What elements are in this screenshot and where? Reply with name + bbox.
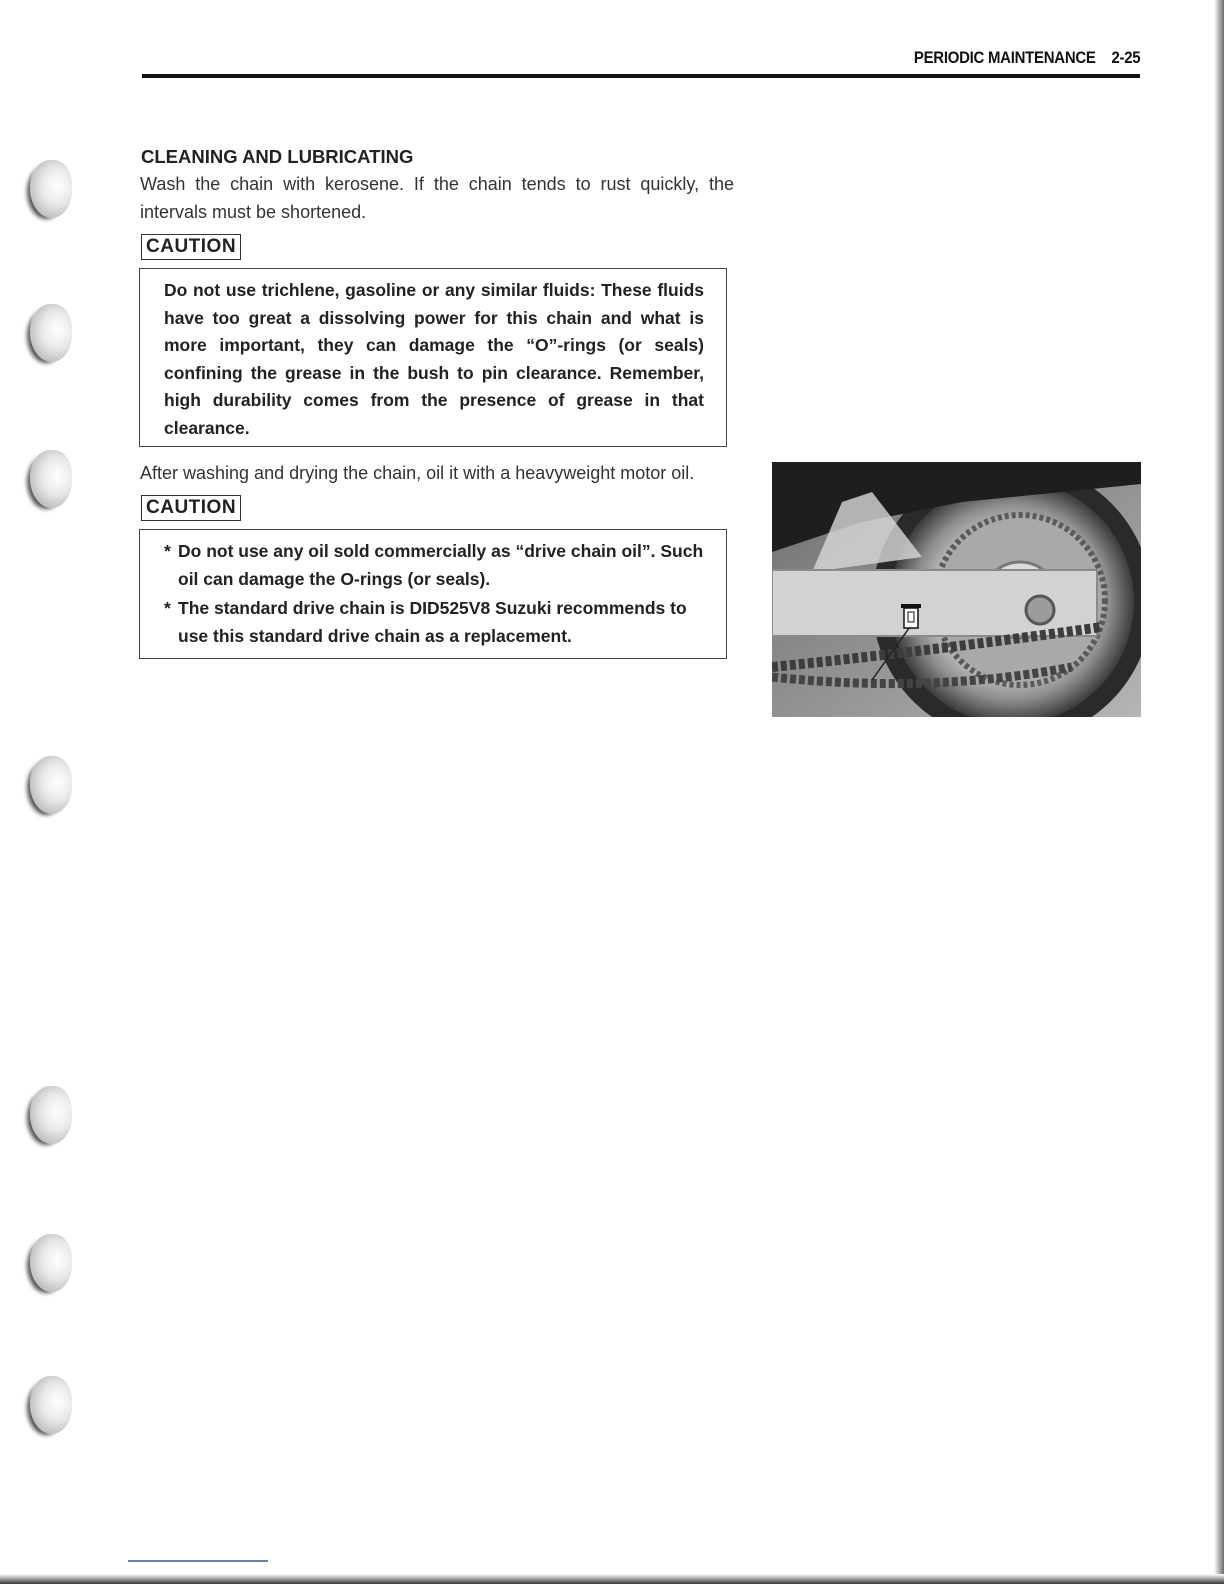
page-edge-bottom — [0, 1574, 1224, 1584]
binder-hole — [30, 160, 72, 218]
binder-hole — [30, 756, 72, 814]
oil-can-icon — [901, 604, 921, 628]
page-edge-right — [1214, 0, 1224, 1584]
binder-hole — [30, 1086, 72, 1144]
caution-box — [139, 529, 727, 659]
binder-hole — [30, 1376, 72, 1434]
caution-text: Do not use trichlene, gasoline or any similar fluids: These fluids have too great a dissolving power for this chain and what is more important, they can damage the “O”-rings (or seals) confining the grease in the bush to pin clearance. Remember, high durability comes from the presence of grease in that clearance. — [164, 280, 704, 438]
main-content — [140, 146, 734, 659]
bottom-mark — [128, 1560, 268, 1562]
caution-list — [164, 538, 704, 650]
header-text — [914, 48, 1140, 68]
caution-item: * Do not use any oil sold commercially as “drive chain oil”. Such oil can damage the O-rings (or seals). — [164, 538, 704, 593]
header-rule — [142, 74, 1140, 78]
binder-hole — [30, 1234, 72, 1292]
header-section: PERIODIC MAINTENANCE — [913, 48, 1096, 67]
binder-hole — [30, 304, 72, 362]
caution-box — [139, 268, 727, 447]
intro-paragraph: Wash the chain with kerosene. If the chain tends to rust quickly, the intervals must be shortened. — [140, 174, 734, 222]
caution-label: CAUTION — [141, 234, 241, 260]
chain-photo-drawing — [772, 462, 1141, 717]
page-number: 2-25 — [1111, 48, 1140, 67]
caution-label: CAUTION — [141, 495, 241, 521]
binder-hole — [30, 450, 72, 508]
page-header — [142, 46, 1140, 76]
caution-item: * The standard drive chain is DID525V8 Suzuki recommends to use this standard drive chain as a replacement. — [164, 595, 704, 650]
section-title: CLEANING AND LUBRICATING — [141, 146, 414, 167]
axle-nut — [1026, 596, 1054, 624]
after-wash-paragraph: After washing and drying the chain, oil it with a heavyweight motor oil. — [140, 463, 695, 483]
chain-photo — [772, 462, 1141, 717]
